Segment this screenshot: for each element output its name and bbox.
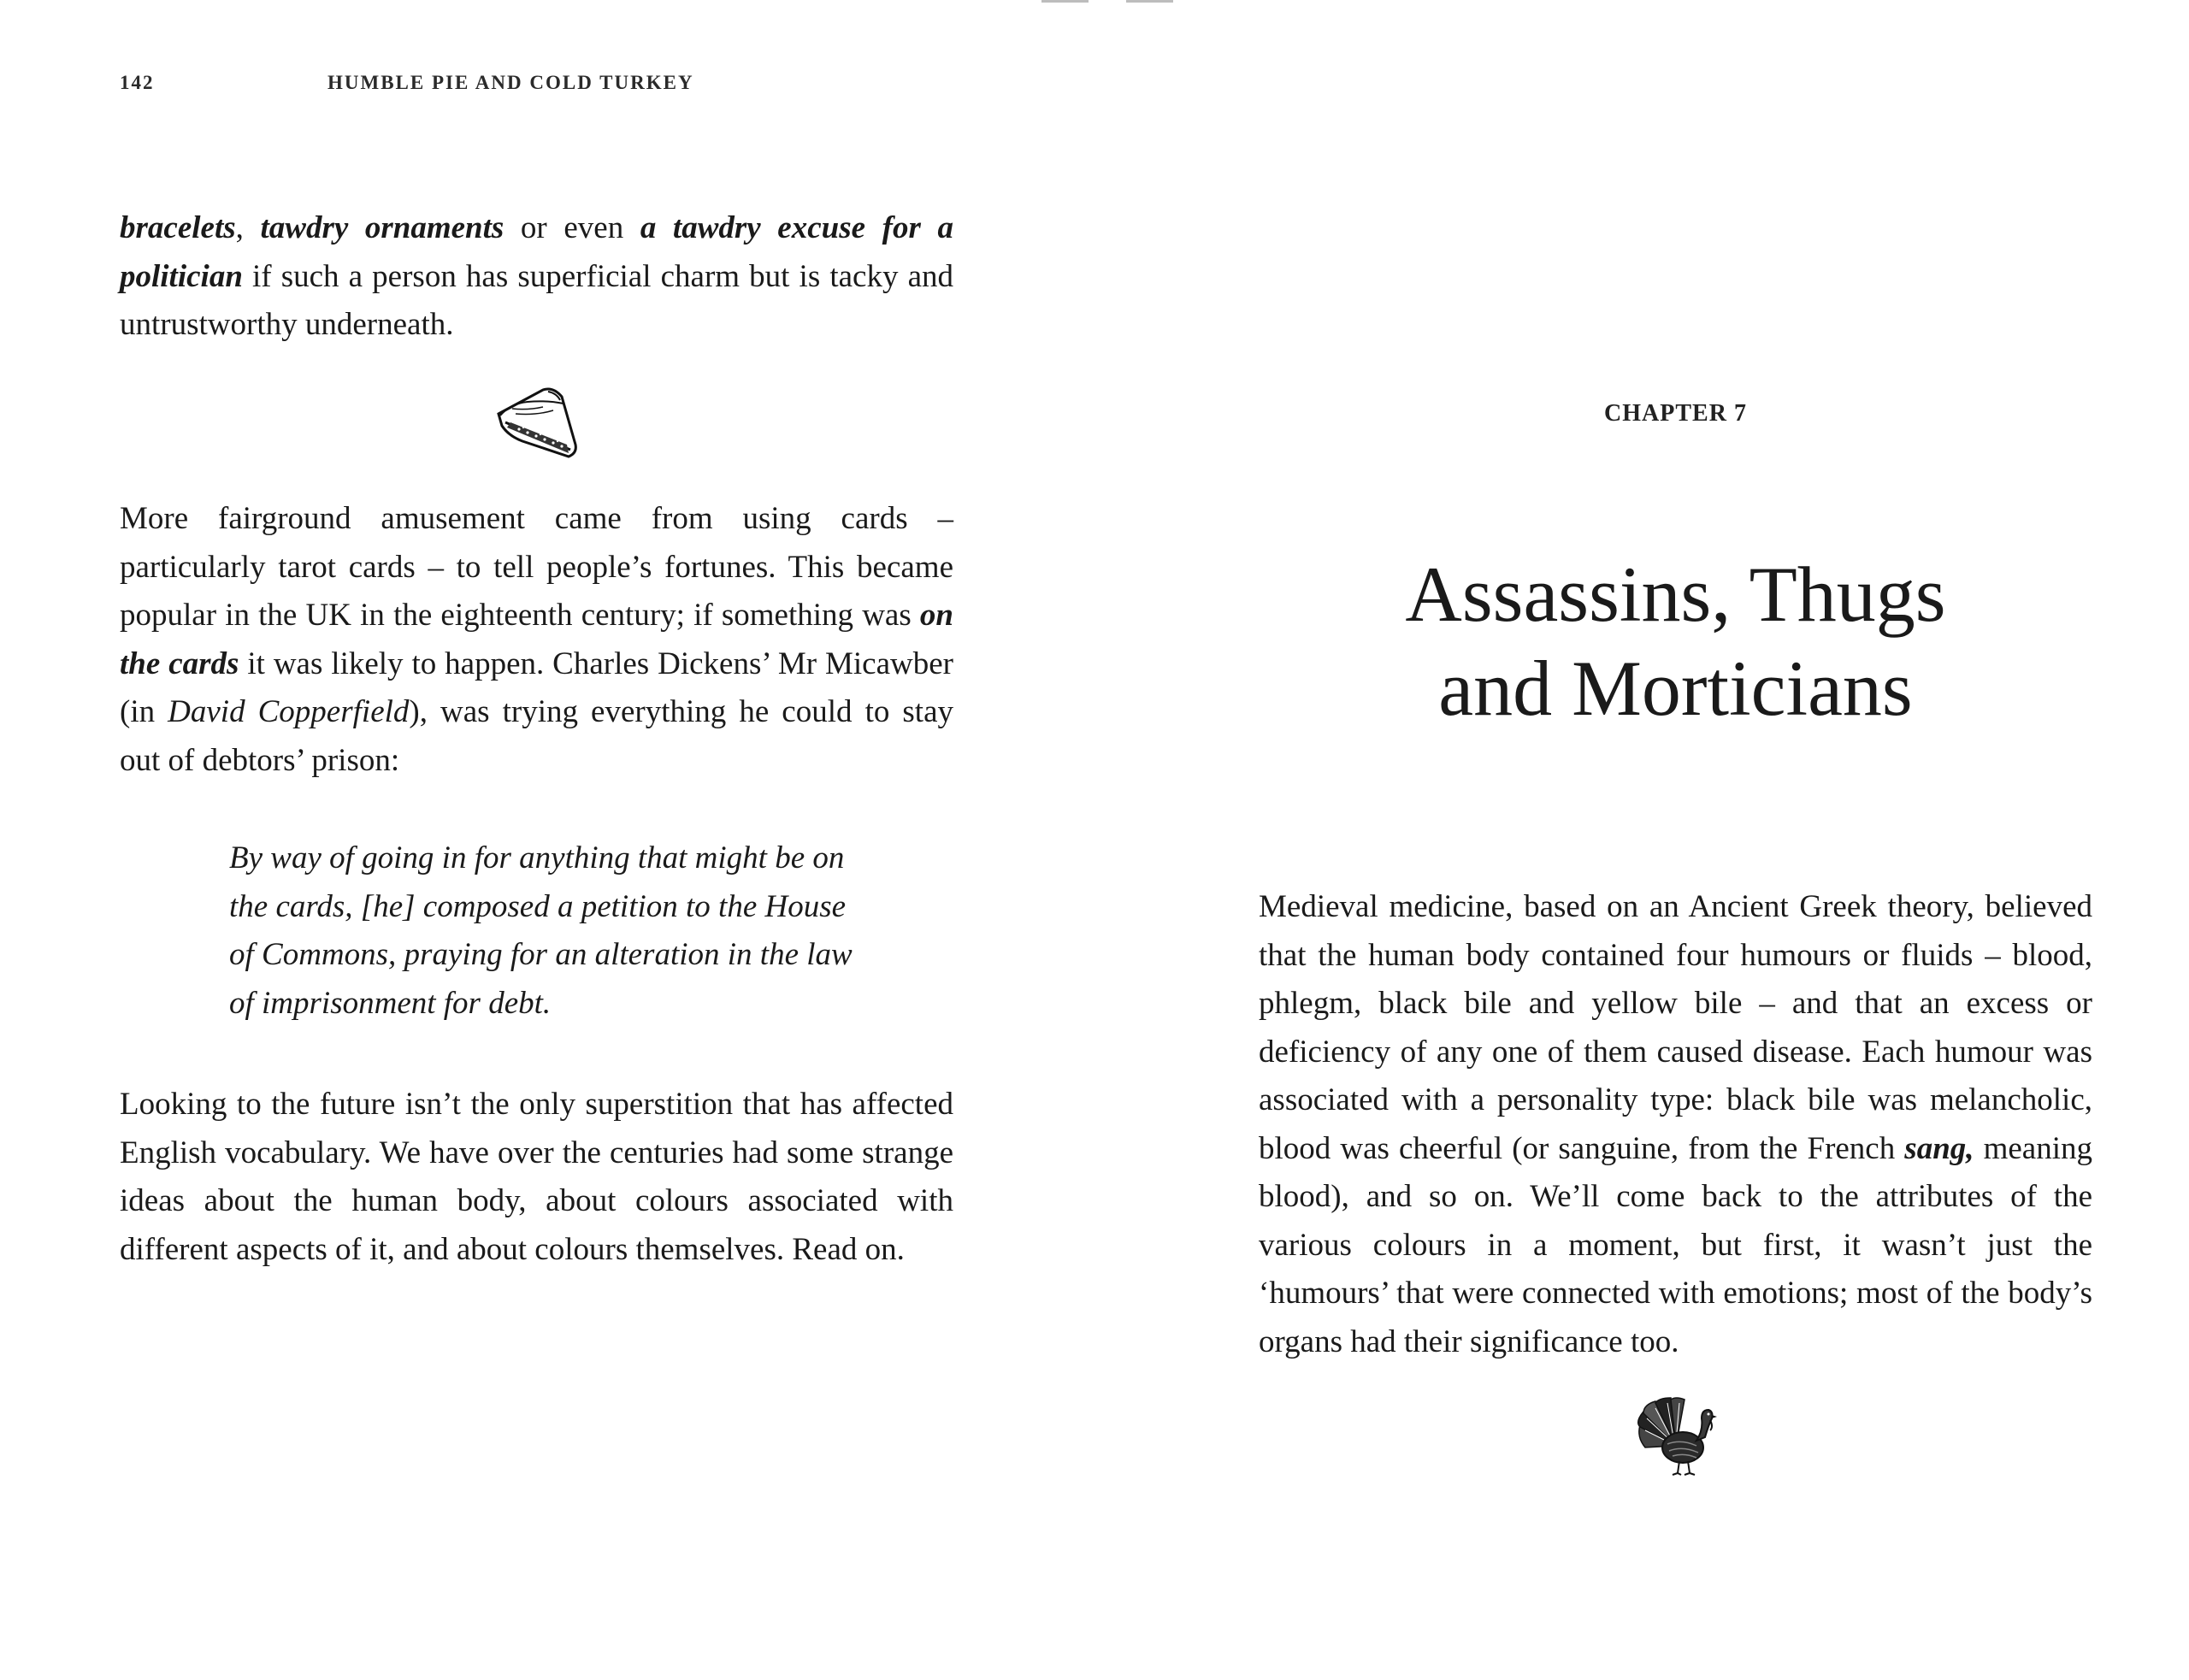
- turkey-icon: [1633, 1396, 1719, 1477]
- chapter-title-line: Assassins, Thugs: [1405, 551, 1946, 638]
- top-crop-mark-left: [1041, 0, 1089, 3]
- text-run: ), was trying everything he could to stay out of debtors’ prison:: [120, 694, 953, 778]
- text-run: it was likely to happen. Charles Dickens’ Mr Micawber (in: [120, 645, 953, 729]
- term-bracelets: bracelets: [120, 210, 236, 245]
- quote-line: the cards, [he] composed a petition to the House: [229, 888, 847, 924]
- term-sang: sang,: [1904, 1130, 1974, 1166]
- title-david-copperfield: David Copperfield: [168, 694, 410, 729]
- text-run: meaning blood), and so on. We’ll come back to the attributes of the various colours in a moment, but first, it wasn’t just the ‘humours’ that were connected with emotions; most of the body’s organs had their significance too.: [1259, 1130, 2092, 1359]
- quote-line: of imprisonment for debt.: [229, 985, 552, 1021]
- text-run: Medieval medicine, based on an Ancient Greek theory, believed that the human body contained four humours or fluids – blood, phlegm, black bile and yellow bile – and that an excess or deficiency of any one of them caused disease. Each humour was associated with a personality type: black bile was melancholic, blood was cheerful (or sanguine, from the French: [1259, 889, 2092, 1166]
- top-crop-mark-right: [1126, 0, 1173, 3]
- paragraph-on-the-cards: [120, 495, 953, 785]
- paragraph-humours: [1259, 883, 2092, 1366]
- book-title: HUMBLE PIE AND COLD TURKEY: [327, 72, 694, 93]
- text-run: or even: [504, 210, 640, 245]
- text-run: More fairground amusement came from using cards – particularly tarot cards – to tell people’s fortunes. This became popular in the UK in the eighteenth century; if something was: [120, 501, 953, 633]
- text-run: if such a person has superficial charm but is tacky and untrustworthy underneath.: [120, 258, 953, 342]
- pie-slice-icon: [493, 385, 579, 465]
- quote-line: of Commons, praying for an alteration in the law: [229, 937, 853, 972]
- quote-line: By way of going in for anything that might be on: [229, 840, 845, 875]
- term-on-the-cards: on the cards: [120, 598, 953, 681]
- block-quote: [229, 834, 896, 1028]
- chapter-label: CHAPTER 7: [1604, 400, 1747, 427]
- term-tawdry-ornaments: tawdry ornaments: [260, 210, 504, 245]
- term-tawdry-excuse: a tawdry excuse for a politician: [120, 210, 953, 294]
- chapter-title-line: and Morticians: [1438, 645, 1913, 732]
- right-page: [1259, 0, 2092, 1680]
- paragraph-superstition: Looking to the future isn’t the only superstition that has affected English vocabulary. We have over the centuries had some strange ideas about the human body, about colours associated with different aspects of it, and about colours themselves. Read on.: [120, 1087, 953, 1267]
- page-number: 142: [120, 72, 155, 93]
- text-run: ,: [235, 210, 261, 245]
- chapter-title: [1259, 547, 2092, 735]
- paragraph-tawdry: [120, 204, 953, 350]
- left-page: [120, 0, 953, 1680]
